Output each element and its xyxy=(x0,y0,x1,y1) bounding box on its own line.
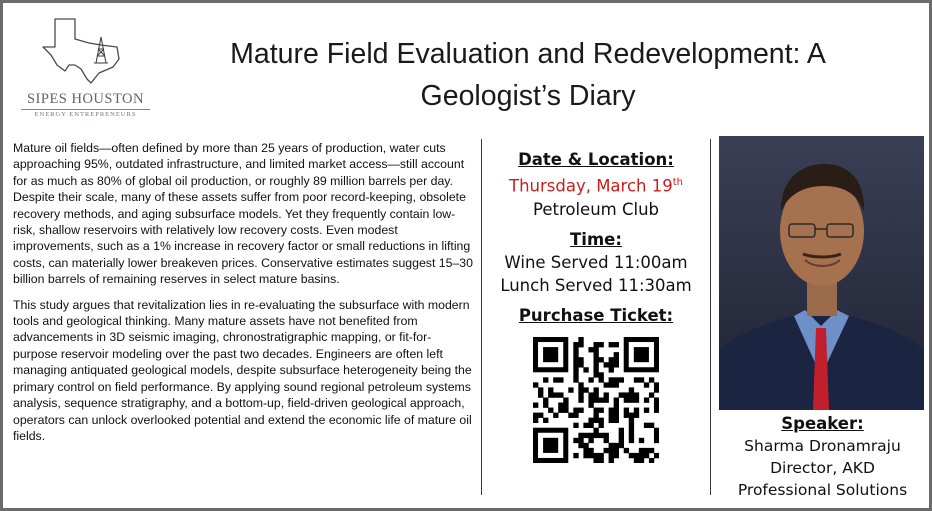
purchase-ticket-heading: Purchase Ticket: xyxy=(518,305,674,325)
abstract-paragraph-1: Mature oil fields—often defined by more than 25 years of production, water cuts approaching 95%, outdated infrastructure, and limited market access—still account for as much as 80% of global oil production, or roughly 89 million barrels per day. Despite their scale, many of these assets suffer from poor record-keeping, obsolete recovery methods, and aging subsurface models. Yet they frequently contain low-risk, shallow reservoirs with relatively low recovery costs. Even modest improvements, such as a 1% increase in recovery factor or small reductions in lifting costs, can materially lower breakeven prices. Conservative estimates suggest 15–30 billion barrels of remaining reserves in select mature basins. xyxy=(13,141,473,287)
speaker-name: Sharma Dronamraju xyxy=(744,437,901,455)
event-venue: Petroleum Club xyxy=(532,199,660,219)
page-title xyxy=(178,33,878,117)
time-heading: Time: xyxy=(570,229,622,249)
speaker-role: Director, AKD xyxy=(770,459,875,477)
date-location-heading: Date & Location: xyxy=(518,150,674,169)
lunch-time: Lunch Served 11:30am xyxy=(500,275,692,295)
column-divider-left xyxy=(481,139,482,495)
event-details xyxy=(487,149,705,463)
column-divider-right xyxy=(710,139,711,495)
wine-time: Wine Served 11:00am xyxy=(504,252,688,272)
texas-oil-derrick-icon xyxy=(41,15,131,87)
abstract-paragraph-2: This study argues that revitalization lies in re-evaluating the subsurface with modern tools and geological thinking. Many mature assets have not benefited from advancements in 3D seismic imaging, chronostratigraphic mapping, or fit-for-purpose reservoir modeling over the past two decades. Engineers are often left managing antiquated geological models, despite subsurface heterogeneity being the primary control on field performance. By applying sound regional petroleum systems analysis, sequence stratigraphy, and a bottom-up, field-driven geological approach, operators can unlock overlooked potential and extend the economic life of mature oil fields. xyxy=(13,297,472,443)
event-date: Thursday, March 19th xyxy=(508,176,684,196)
logo-tagline: ENERGY ENTREPRENEURS xyxy=(34,111,137,118)
speaker-heading: Speaker: xyxy=(781,414,864,433)
abstract xyxy=(13,140,475,453)
speaker-info xyxy=(715,413,930,501)
title-line-2: Geologist’s Diary xyxy=(420,80,636,112)
speaker-company: Professional Solutions xyxy=(737,481,908,499)
logo xyxy=(13,13,158,123)
logo-name: SIPES HOUSTON xyxy=(26,91,145,107)
title-line-1: Mature Field Evaluation and Redevelopment: A xyxy=(230,38,826,70)
ticket-qr-code[interactable] xyxy=(533,337,659,463)
speaker-photo xyxy=(719,136,924,410)
logo-divider xyxy=(21,109,150,110)
